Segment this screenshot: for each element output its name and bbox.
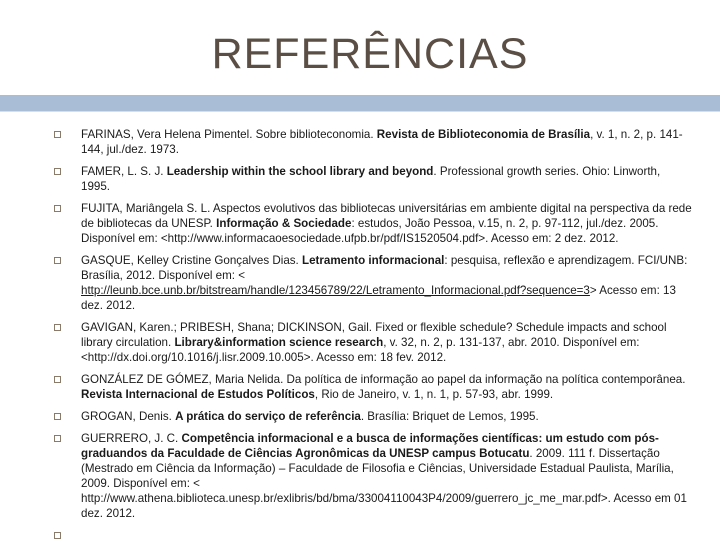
- reference-text: GASQUE, Kelley Cristine Gonçalves Dias.: [81, 254, 303, 267]
- page-title: REFERÊNCIAS: [211, 30, 529, 78]
- reference-text: . Brasília: Briquet de Lemos, 1995.: [360, 410, 539, 423]
- reference-text: . 2009. 111 f. Dissertação (Mestrado em Ciência da Informação) – Faculdade de Filosofia e Ciências, Universidade Estadual Paulista, Marília, 2009. Disponível em: < http://www.athena.biblioteca.unesp.br/exlibris/bd/bma/33004110043P4/2009/guerrero_jc_me_mar.pdf>. Acesso em 01 dez. 2012.: [81, 447, 687, 520]
- reference-list: [52, 127, 692, 545]
- reference-text: GROGAN, Denis.: [81, 410, 176, 423]
- square-bullet-icon: [54, 413, 61, 420]
- reference-text: GONZÁLEZ DE GÓMEZ, Maria Nelida. Da política de informação ao papel da informação na política contemporânea.: [81, 373, 686, 386]
- reference-item-empty: [52, 528, 692, 538]
- reference-item: [52, 409, 692, 424]
- reference-title: Revista de Biblioteconomia de Brasília: [376, 128, 591, 141]
- title-divider: [0, 111, 720, 112]
- square-bullet-icon: [54, 532, 61, 539]
- reference-text: > Acesso em: 13 dez. 2012.: [81, 284, 676, 312]
- reference-item: [52, 372, 692, 402]
- reference-text: , v. 32, n. 2, p. 131-137, abr. 2010. Disponível em: <http://dx.doi.org/10.1016/j.lisr.2009.10.005>. Acesso em: 18 fev. 2012.: [81, 336, 640, 364]
- reference-item: [52, 431, 692, 521]
- reference-text: , v. 1, n. 2, p. 141-144, jul./dez. 1973.: [81, 128, 683, 156]
- reference-text: : estudos, João Pessoa, v.15, n. 2, p. 97-112, jul./dez. 2005. Disponível em: <http://www.informacaoesociedade.ufpb.br/pdf/IS1520504.pdf>. Acesso em: 2 dez. 2012.: [81, 217, 659, 245]
- reference-title: Competência informacional e a busca de informações científicas: um estudo com pós-graduandos da Faculdade de Ciências Agronômicas da UNESP campus Botucatu: [81, 432, 659, 460]
- reference-text: GAVIGAN, Karen.; PRIBESH, Shana; DICKINSON, Gail. Fixed or flexible schedule? Schedule impacts and school library circulation.: [81, 321, 667, 349]
- square-bullet-icon: [54, 168, 61, 175]
- square-bullet-icon: [54, 257, 61, 264]
- reference-text: GUERRERO, J. C.: [81, 432, 182, 445]
- title-accent-band: [0, 95, 720, 111]
- square-bullet-icon: [54, 435, 61, 442]
- reference-link[interactable]: http://leunb.bce.unb.br/bitstream/handle/123456789/22/Letramento_Informacional.pdf?sequence=3: [81, 284, 590, 297]
- reference-text: FUJITA, Mariângela S. L. Aspectos evolutivos das bibliotecas universitárias em ambiente digital na perspectiva da rede de bibliotecas da UNESP.: [81, 202, 692, 230]
- reference-text: . Professional growth series. Ohio: Linworth, 1995.: [81, 165, 661, 193]
- reference-title: Library&information science research: [174, 336, 384, 349]
- reference-item: [52, 320, 692, 365]
- square-bullet-icon: [54, 376, 61, 383]
- reference-item: [52, 201, 692, 246]
- square-bullet-icon: [54, 205, 61, 212]
- reference-item: [52, 164, 692, 194]
- reference-title: Letramento informacional: [302, 254, 445, 267]
- reference-item: [52, 127, 692, 157]
- reference-text: FARINAS, Vera Helena Pimentel. Sobre biblioteconomia.: [81, 128, 377, 141]
- square-bullet-icon: [54, 324, 61, 331]
- reference-text: , Rio de Janeiro, v. 1, n. 1, p. 57-93, abr. 1999.: [314, 388, 554, 401]
- reference-title: Leadership within the school library and beyond: [166, 165, 434, 178]
- reference-title: Revista Internacional de Estudos Políticos: [81, 388, 315, 401]
- reference-title: A prática do serviço de referência: [175, 410, 361, 423]
- reference-text: : pesquisa, reflexão e aprendizagem. FCI/UNB: Brasília, 2012. Disponível em: <: [81, 254, 688, 282]
- reference-text: FAMER, L. S. J.: [81, 165, 167, 178]
- reference-title: Informação & Sociedade: [216, 217, 352, 230]
- reference-item: [52, 253, 692, 313]
- square-bullet-icon: [54, 131, 61, 138]
